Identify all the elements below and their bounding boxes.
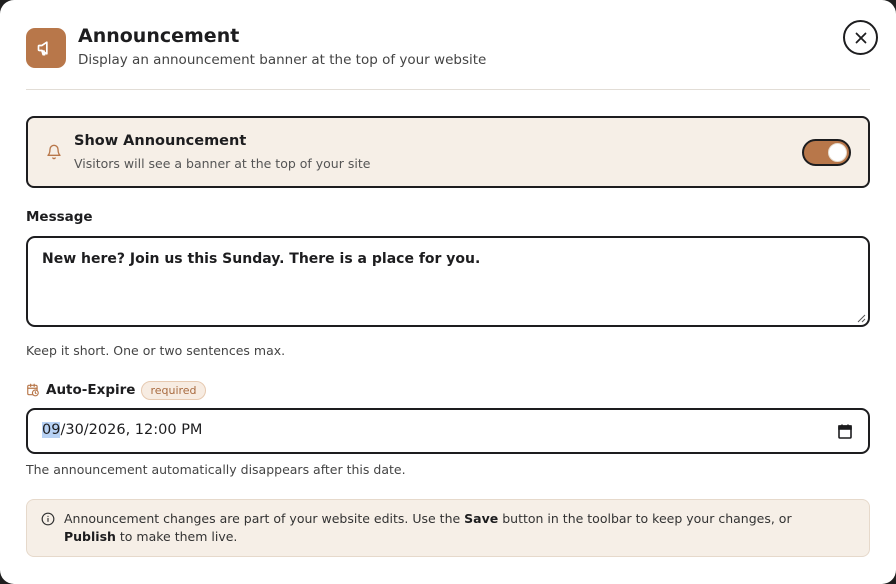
message-label: Message (26, 209, 93, 225)
toggle-knob (828, 143, 847, 162)
auto-expire-label: Auto-Expire (46, 382, 136, 398)
datetime-value (42, 422, 202, 438)
datetime-rest: /30/2026, 12:00 PM (60, 422, 203, 438)
info-text: Announcement changes are part of your website edits. Use the Save button in the toolbar to keep your changes, or Publish to make them live. (64, 511, 792, 544)
save-keyword: Save (464, 511, 499, 526)
info-notice (26, 499, 870, 557)
message-textarea[interactable] (26, 236, 870, 327)
bell-icon (46, 143, 62, 161)
auto-expire-hint: The announcement automatically disappears after this date. (26, 462, 406, 477)
megaphone-icon (26, 28, 66, 68)
required-badge: required (141, 381, 205, 400)
show-announcement-toggle[interactable] (802, 139, 851, 166)
close-button[interactable] (843, 20, 878, 55)
dialog-title: Announcement (78, 25, 240, 47)
info-icon (41, 512, 55, 526)
calendar-clock-icon (26, 383, 40, 397)
show-announcement-card (26, 116, 870, 188)
show-announcement-title: Show Announcement (74, 133, 247, 149)
publish-keyword: Publish (64, 529, 116, 544)
dialog-header (26, 24, 870, 90)
datetime-month-segment[interactable]: 09 (42, 422, 61, 438)
auto-expire-datetime-input[interactable] (26, 408, 870, 454)
auto-expire-row (26, 380, 206, 400)
show-announcement-subtitle: Visitors will see a banner at the top of your site (74, 156, 371, 171)
close-icon (855, 32, 867, 44)
dialog-subtitle: Display an announcement banner at the top of your website (78, 52, 487, 68)
calendar-picker-icon[interactable] (838, 424, 852, 439)
message-hint: Keep it short. One or two sentences max. (26, 343, 286, 358)
resize-grip-icon[interactable] (857, 314, 866, 323)
